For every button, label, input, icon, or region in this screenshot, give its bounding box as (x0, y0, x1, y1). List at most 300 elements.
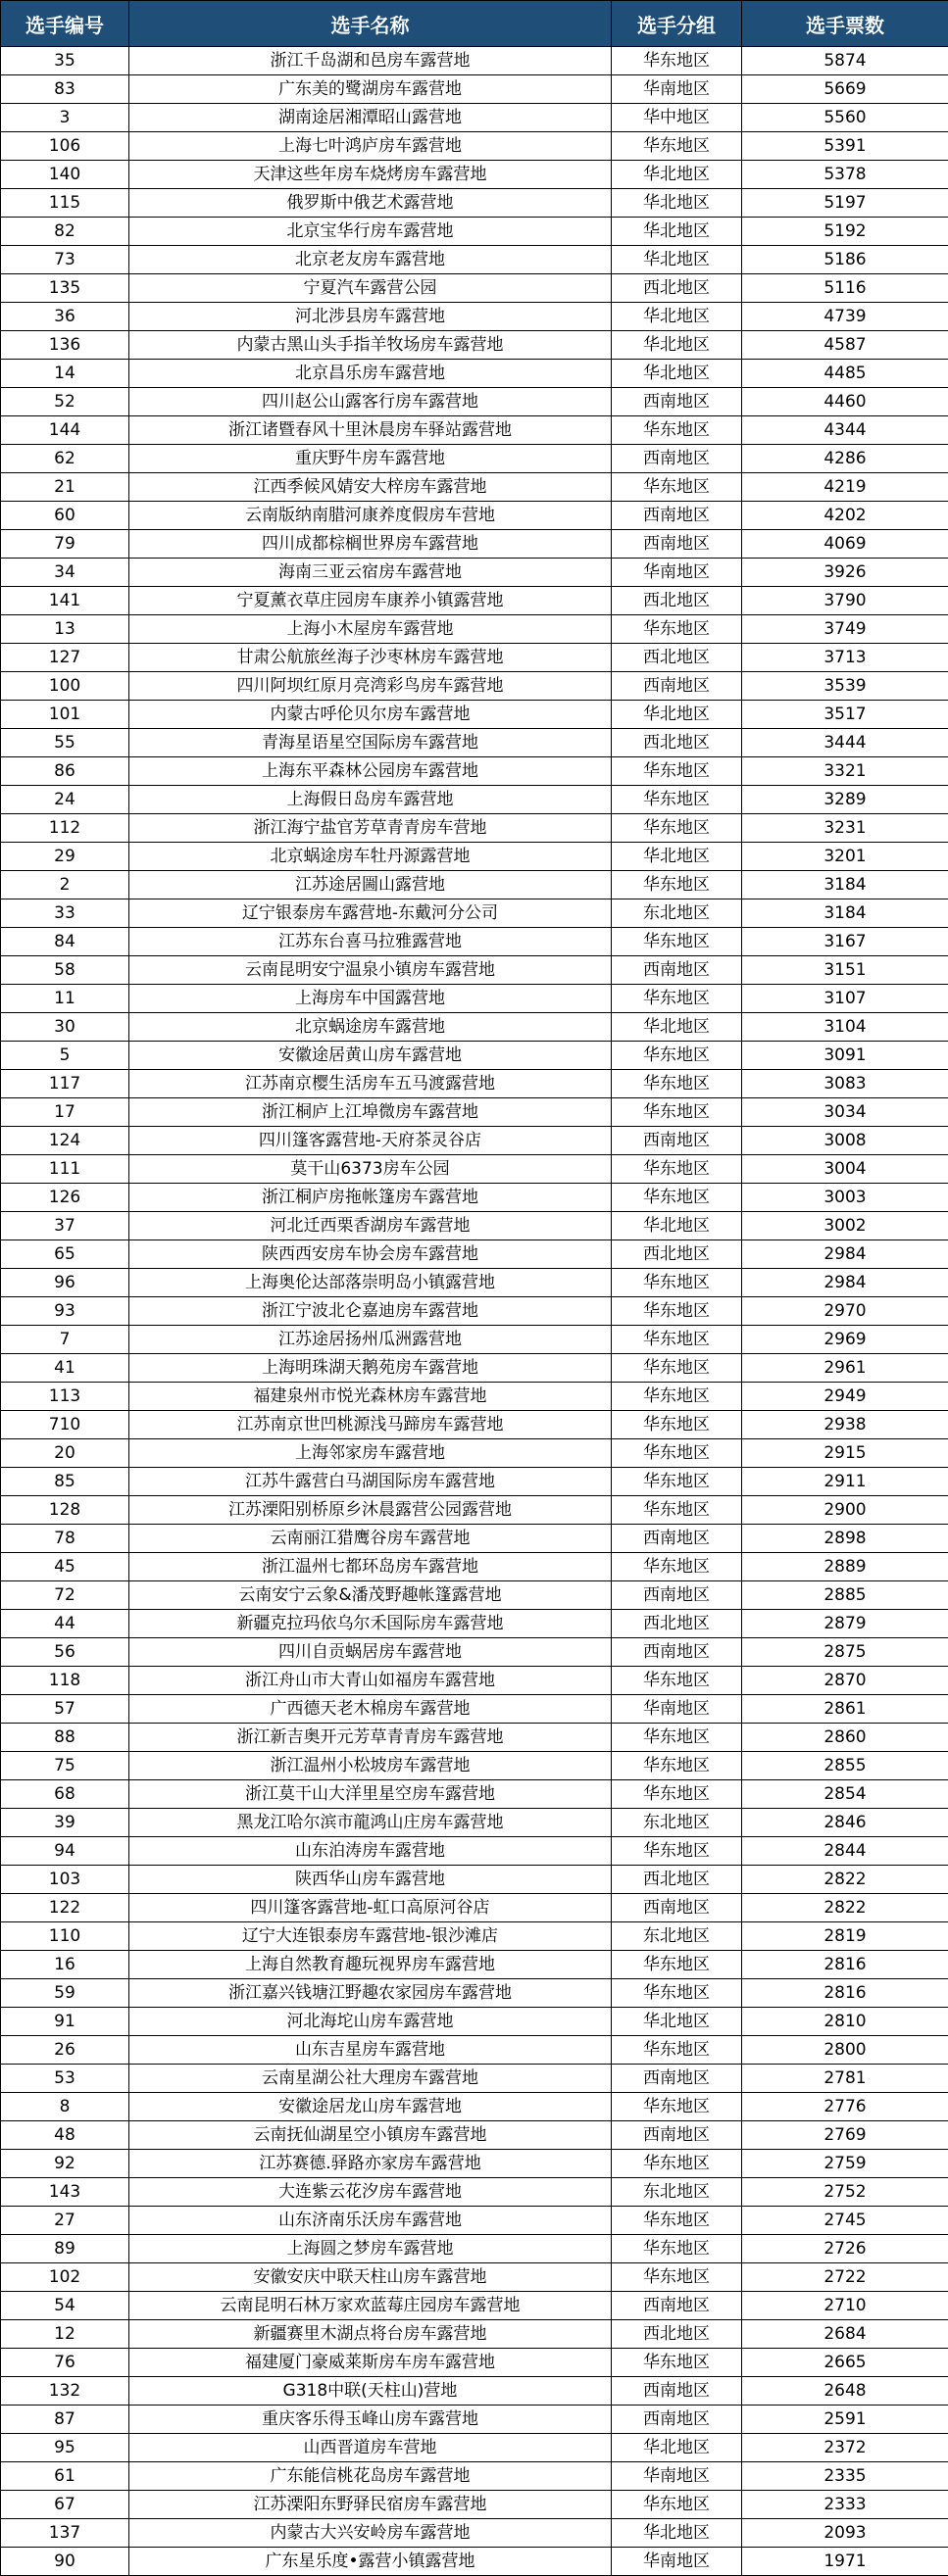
table-row (1, 2434, 948, 2462)
table-row (1, 2065, 948, 2093)
cell-votes: 2984 (742, 1240, 948, 1269)
table-row (1, 1468, 948, 1496)
cell-votes: 3104 (742, 1013, 948, 1042)
cell-votes: 5197 (742, 189, 948, 218)
table-row (1, 2036, 948, 2065)
cell-votes: 3091 (742, 1042, 948, 1070)
table-row (1, 1013, 948, 1042)
cell-id: 37 (1, 1212, 129, 1240)
cell-group: 西北地区 (612, 274, 742, 303)
table-row (1, 1439, 948, 1468)
table-row (1, 530, 948, 559)
table-row (1, 814, 948, 843)
cell-votes: 4069 (742, 530, 948, 559)
cell-name: 陕西西安房车协会房车露营地 (129, 1240, 612, 1269)
cell-id: 82 (1, 218, 129, 246)
table-row (1, 559, 948, 587)
cell-group: 华北地区 (612, 161, 742, 189)
cell-name: 云南安宁云象&潘茂野趣帐篷露营地 (129, 1581, 612, 1610)
cell-name: 甘肃公航旅丝海子沙枣林房车露营地 (129, 644, 612, 672)
cell-group: 西南地区 (612, 502, 742, 530)
cell-group: 华东地区 (612, 416, 742, 445)
cell-name: 浙江嘉兴钱塘江野趣农家园房车露营地 (129, 1979, 612, 2008)
cell-id: 13 (1, 615, 129, 644)
cell-votes: 2879 (742, 1610, 948, 1638)
cell-group: 华南地区 (612, 1695, 742, 1724)
cell-id: 44 (1, 1610, 129, 1638)
cell-id: 83 (1, 75, 129, 104)
table-row (1, 1581, 948, 1610)
cell-id: 57 (1, 1695, 129, 1724)
cell-votes: 3289 (742, 786, 948, 814)
table-row (1, 757, 948, 786)
cell-votes: 2889 (742, 1553, 948, 1581)
cell-name: 辽宁银泰房车露营地-东戴河分公司 (129, 899, 612, 928)
table-row (1, 2519, 948, 2548)
table-row (1, 218, 948, 246)
cell-name: 云南丽江猎鹰谷房车露营地 (129, 1525, 612, 1553)
cell-name: 辽宁大连银泰房车露营地-银沙滩店 (129, 1922, 612, 1951)
table-row (1, 1951, 948, 1979)
table-row (1, 1127, 948, 1155)
cell-votes: 2726 (742, 2235, 948, 2263)
table-row (1, 2292, 948, 2320)
cell-name: 江苏溧阳东野驿民宿房车露营地 (129, 2491, 612, 2519)
table-row (1, 1098, 948, 1127)
cell-id: 78 (1, 1525, 129, 1553)
cell-id: 27 (1, 2207, 129, 2235)
table-row (1, 729, 948, 757)
cell-name: 河北涉县房车露营地 (129, 303, 612, 331)
cell-votes: 2970 (742, 1297, 948, 1326)
table-row (1, 2121, 948, 2150)
cell-group: 华北地区 (612, 246, 742, 274)
cell-votes: 1971 (742, 2548, 948, 2576)
cell-votes: 2759 (742, 2150, 948, 2178)
cell-group: 西南地区 (612, 1127, 742, 1155)
cell-group: 西南地区 (612, 956, 742, 985)
cell-group: 华北地区 (612, 189, 742, 218)
table-row (1, 1240, 948, 1269)
cell-id: 41 (1, 1354, 129, 1383)
cell-group: 华东地区 (612, 2263, 742, 2292)
cell-votes: 5192 (742, 218, 948, 246)
cell-id: 110 (1, 1922, 129, 1951)
cell-id: 68 (1, 1780, 129, 1809)
table-row (1, 1553, 948, 1581)
cell-votes: 3008 (742, 1127, 948, 1155)
cell-id: 21 (1, 473, 129, 502)
table-row (1, 1070, 948, 1098)
cell-votes: 5378 (742, 161, 948, 189)
cell-group: 华东地区 (612, 47, 742, 75)
cell-id: 86 (1, 757, 129, 786)
cell-id: 87 (1, 2406, 129, 2434)
cell-votes: 3713 (742, 644, 948, 672)
cell-name: 江苏途居圌山露营地 (129, 871, 612, 899)
cell-id: 76 (1, 2349, 129, 2377)
cell-votes: 3004 (742, 1155, 948, 1184)
table-row (1, 2320, 948, 2349)
header-votes: 选手票数 (742, 1, 948, 47)
cell-name: 安徽途居龙山房车露营地 (129, 2093, 612, 2121)
cell-name: 上海假日岛房车露营地 (129, 786, 612, 814)
table-row (1, 416, 948, 445)
cell-id: 5 (1, 1042, 129, 1070)
cell-name: 广东美的鹭湖房车露营地 (129, 75, 612, 104)
cell-votes: 4587 (742, 331, 948, 360)
table-row (1, 1724, 948, 1752)
cell-votes: 4202 (742, 502, 948, 530)
cell-name: 新疆赛里木湖点将台房车露营地 (129, 2320, 612, 2349)
cell-id: 103 (1, 1866, 129, 1894)
cell-group: 东北地区 (612, 899, 742, 928)
cell-votes: 3002 (742, 1212, 948, 1240)
cell-group: 华北地区 (612, 303, 742, 331)
cell-name: 上海房车中国露营地 (129, 985, 612, 1013)
cell-name: 内蒙古呼伦贝尔房车露营地 (129, 701, 612, 729)
cell-name: 上海圆之梦房车露营地 (129, 2235, 612, 2263)
cell-votes: 2752 (742, 2178, 948, 2207)
cell-name: 黑龙江哈尔滨市龍鸿山庄房车露营地 (129, 1809, 612, 1837)
cell-id: 12 (1, 2320, 129, 2349)
cell-votes: 2984 (742, 1269, 948, 1297)
cell-name: 云南昆明石林万家欢蓝莓庄园房车露营地 (129, 2292, 612, 2320)
cell-group: 华东地区 (612, 1667, 742, 1695)
cell-id: 127 (1, 644, 129, 672)
cell-group: 华南地区 (612, 559, 742, 587)
cell-group: 华东地区 (612, 1979, 742, 2008)
cell-votes: 3167 (742, 928, 948, 956)
cell-group: 华东地区 (612, 2093, 742, 2121)
cell-id: 85 (1, 1468, 129, 1496)
table-row (1, 2491, 948, 2519)
cell-votes: 2898 (742, 1525, 948, 1553)
cell-group: 西北地区 (612, 729, 742, 757)
table-row (1, 2093, 948, 2121)
cell-votes: 2710 (742, 2292, 948, 2320)
cell-group: 华中地区 (612, 104, 742, 132)
cell-id: 132 (1, 2377, 129, 2406)
cell-group: 华北地区 (612, 843, 742, 871)
cell-votes: 2911 (742, 1468, 948, 1496)
cell-id: 34 (1, 559, 129, 587)
cell-name: 青海星语星空国际房车露营地 (129, 729, 612, 757)
cell-group: 华东地区 (612, 2207, 742, 2235)
cell-votes: 4485 (742, 360, 948, 388)
cell-votes: 2819 (742, 1922, 948, 1951)
cell-votes: 2800 (742, 2036, 948, 2065)
cell-votes: 3184 (742, 899, 948, 928)
cell-name: 浙江千岛湖和邑房车露营地 (129, 47, 612, 75)
cell-votes: 2591 (742, 2406, 948, 2434)
cell-id: 135 (1, 274, 129, 303)
cell-votes: 2648 (742, 2377, 948, 2406)
cell-votes: 3517 (742, 701, 948, 729)
table-row (1, 388, 948, 416)
cell-votes: 2949 (742, 1383, 948, 1411)
cell-id: 16 (1, 1951, 129, 1979)
cell-name: 北京蜗途房车牡丹源露营地 (129, 843, 612, 871)
cell-name: 海南三亚云宿房车露营地 (129, 559, 612, 587)
cell-group: 华东地区 (612, 1297, 742, 1326)
table-row (1, 871, 948, 899)
cell-id: 117 (1, 1070, 129, 1098)
cell-votes: 3231 (742, 814, 948, 843)
cell-id: 58 (1, 956, 129, 985)
cell-name: 北京昌乐房车露营地 (129, 360, 612, 388)
header-name: 选手名称 (129, 1, 612, 47)
table-row (1, 786, 948, 814)
cell-votes: 2333 (742, 2491, 948, 2519)
cell-group: 华东地区 (612, 1496, 742, 1525)
table-row (1, 1667, 948, 1695)
cell-name: 天津这些年房车烧烤房车露营地 (129, 161, 612, 189)
cell-votes: 3926 (742, 559, 948, 587)
cell-name: 云南抚仙湖星空小镇房车露营地 (129, 2121, 612, 2150)
cell-id: 55 (1, 729, 129, 757)
cell-name: 广西德天老木棉房车露营地 (129, 1695, 612, 1724)
cell-name: G318中联(天柱山)营地 (129, 2377, 612, 2406)
table-row (1, 1297, 948, 1326)
cell-id: 67 (1, 2491, 129, 2519)
cell-id: 95 (1, 2434, 129, 2462)
cell-group: 华东地区 (612, 1951, 742, 1979)
cell-votes: 2938 (742, 1411, 948, 1439)
table-row (1, 2377, 948, 2406)
table-row (1, 189, 948, 218)
cell-name: 湖南途居湘潭昭山露营地 (129, 104, 612, 132)
cell-group: 华南地区 (612, 2462, 742, 2491)
cell-group: 华北地区 (612, 1212, 742, 1240)
header-id: 选手编号 (1, 1, 129, 47)
cell-id: 7 (1, 1326, 129, 1354)
cell-name: 云南昆明安宁温泉小镇房车露营地 (129, 956, 612, 985)
table-row (1, 985, 948, 1013)
cell-votes: 2875 (742, 1638, 948, 1667)
cell-id: 2 (1, 871, 129, 899)
table-row (1, 1922, 948, 1951)
cell-votes: 5560 (742, 104, 948, 132)
cell-name: 俄罗斯中俄艺术露营地 (129, 189, 612, 218)
cell-id: 136 (1, 331, 129, 360)
cell-name: 浙江桐庐上江埠微房车露营地 (129, 1098, 612, 1127)
cell-name: 北京宝华行房车露营地 (129, 218, 612, 246)
cell-name: 江苏南京樱生活房车五马渡露营地 (129, 1070, 612, 1098)
cell-group: 西南地区 (612, 388, 742, 416)
cell-group: 华北地区 (612, 701, 742, 729)
cell-name: 浙江莫干山大洋里星空房车露营地 (129, 1780, 612, 1809)
table-row (1, 274, 948, 303)
cell-group: 西北地区 (612, 1240, 742, 1269)
cell-name: 江西季候风婧安大梓房车露营地 (129, 473, 612, 502)
table-row (1, 2462, 948, 2491)
cell-name: 上海小木屋房车露营地 (129, 615, 612, 644)
cell-votes: 5874 (742, 47, 948, 75)
cell-id: 143 (1, 2178, 129, 2207)
cell-votes: 2745 (742, 2207, 948, 2235)
cell-votes: 2769 (742, 2121, 948, 2150)
cell-votes: 3790 (742, 587, 948, 615)
cell-group: 华北地区 (612, 1013, 742, 1042)
table-row (1, 2008, 948, 2036)
cell-group: 西南地区 (612, 445, 742, 473)
table-row (1, 445, 948, 473)
table-row (1, 701, 948, 729)
cell-group: 西北地区 (612, 1866, 742, 1894)
cell-group: 华东地区 (612, 1468, 742, 1496)
cell-name: 广东星乐度•露营小镇露营地 (129, 2548, 612, 2576)
cell-name: 上海奥伦达部落崇明岛小镇露营地 (129, 1269, 612, 1297)
cell-name: 安徽安庆中联天柱山房车露营地 (129, 2263, 612, 2292)
table-row (1, 303, 948, 331)
table-row (1, 331, 948, 360)
cell-name: 云南星湖公社大理房车露营地 (129, 2065, 612, 2093)
cell-id: 72 (1, 1581, 129, 1610)
cell-group: 华东地区 (612, 814, 742, 843)
cell-group: 华北地区 (612, 2008, 742, 2036)
cell-group: 华东地区 (612, 1724, 742, 1752)
cell-id: 60 (1, 502, 129, 530)
cell-id: 26 (1, 2036, 129, 2065)
table-body (1, 47, 948, 2576)
cell-votes: 2855 (742, 1752, 948, 1780)
cell-group: 华东地区 (612, 786, 742, 814)
cell-group: 华东地区 (612, 1098, 742, 1127)
cell-id: 14 (1, 360, 129, 388)
cell-name: 云南版纳南腊河康养度假房车营地 (129, 502, 612, 530)
table-row (1, 1496, 948, 1525)
cell-votes: 2854 (742, 1780, 948, 1809)
cell-id: 24 (1, 786, 129, 814)
cell-id: 89 (1, 2235, 129, 2263)
cell-votes: 3083 (742, 1070, 948, 1098)
cell-id: 33 (1, 899, 129, 928)
cell-name: 四川篷客露营地-虹口高原河谷店 (129, 1894, 612, 1922)
cell-id: 118 (1, 1667, 129, 1695)
cell-name: 浙江海宁盐官芳草青青房车营地 (129, 814, 612, 843)
cell-id: 100 (1, 672, 129, 701)
cell-votes: 2665 (742, 2349, 948, 2377)
table-row (1, 2406, 948, 2434)
cell-group: 西南地区 (612, 2377, 742, 2406)
cell-group: 华东地区 (612, 615, 742, 644)
table-row (1, 2235, 948, 2263)
table-row (1, 1184, 948, 1212)
cell-id: 11 (1, 985, 129, 1013)
cell-votes: 2870 (742, 1667, 948, 1695)
cell-id: 8 (1, 2093, 129, 2121)
cell-votes: 2776 (742, 2093, 948, 2121)
cell-votes: 2961 (742, 1354, 948, 1383)
cell-name: 上海明珠湖天鹅苑房车露营地 (129, 1354, 612, 1383)
cell-votes: 2335 (742, 2462, 948, 2491)
table-row (1, 1809, 948, 1837)
cell-votes: 2969 (742, 1326, 948, 1354)
cell-votes: 4344 (742, 416, 948, 445)
cell-name: 浙江新吉奥开元芳草青青房车露营地 (129, 1724, 612, 1752)
table-row (1, 473, 948, 502)
cell-name: 江苏东台喜马拉雅露营地 (129, 928, 612, 956)
table-row (1, 132, 948, 161)
cell-id: 56 (1, 1638, 129, 1667)
cell-group: 华东地区 (612, 2036, 742, 2065)
cell-votes: 2844 (742, 1837, 948, 1866)
cell-name: 北京老友房车露营地 (129, 246, 612, 274)
cell-group: 华东地区 (612, 2150, 742, 2178)
cell-id: 53 (1, 2065, 129, 2093)
cell-id: 128 (1, 1496, 129, 1525)
cell-votes: 4286 (742, 445, 948, 473)
cell-id: 48 (1, 2121, 129, 2150)
cell-id: 141 (1, 587, 129, 615)
cell-group: 华东地区 (612, 473, 742, 502)
cell-group: 华东地区 (612, 1070, 742, 1098)
cell-votes: 3321 (742, 757, 948, 786)
cell-votes: 5186 (742, 246, 948, 274)
cell-id: 36 (1, 303, 129, 331)
cell-group: 华东地区 (612, 1269, 742, 1297)
cell-id: 84 (1, 928, 129, 956)
cell-name: 浙江温州七都环岛房车露营地 (129, 1553, 612, 1581)
cell-name: 江苏赛德.驿路亦家房车露营地 (129, 2150, 612, 2178)
cell-group: 华东地区 (612, 2349, 742, 2377)
cell-name: 福建泉州市悦光森林房车露营地 (129, 1383, 612, 1411)
cell-group: 华北地区 (612, 218, 742, 246)
cell-name: 四川自贡蜗居房车露营地 (129, 1638, 612, 1667)
cell-id: 45 (1, 1553, 129, 1581)
cell-votes: 2722 (742, 2263, 948, 2292)
cell-id: 710 (1, 1411, 129, 1439)
table-row (1, 2548, 948, 2576)
cell-group: 华东地区 (612, 1354, 742, 1383)
cell-group: 西北地区 (612, 2320, 742, 2349)
table-row (1, 956, 948, 985)
table-row (1, 615, 948, 644)
cell-votes: 2846 (742, 1809, 948, 1837)
cell-id: 3 (1, 104, 129, 132)
table-row (1, 1894, 948, 1922)
cell-group: 东北地区 (612, 1809, 742, 1837)
table-row (1, 47, 948, 75)
cell-name: 安徽途居黄山房车露营地 (129, 1042, 612, 1070)
cell-group: 华东地区 (612, 928, 742, 956)
cell-name: 江苏牛露营白马湖国际房车露营地 (129, 1468, 612, 1496)
cell-votes: 3749 (742, 615, 948, 644)
cell-group: 华东地区 (612, 1553, 742, 1581)
cell-id: 112 (1, 814, 129, 843)
cell-group: 西北地区 (612, 644, 742, 672)
cell-votes: 2822 (742, 1866, 948, 1894)
cell-id: 92 (1, 2150, 129, 2178)
cell-name: 大连紫云花汐房车露营地 (129, 2178, 612, 2207)
table-row (1, 1695, 948, 1724)
cell-name: 山东济南乐沃房车露营地 (129, 2207, 612, 2235)
cell-name: 重庆客乐得玉峰山房车露营地 (129, 2406, 612, 2434)
cell-votes: 2816 (742, 1979, 948, 2008)
cell-votes: 3034 (742, 1098, 948, 1127)
table-row (1, 1326, 948, 1354)
cell-votes: 2684 (742, 2320, 948, 2349)
cell-name: 四川成都棕榈世界房车露营地 (129, 530, 612, 559)
cell-votes: 3201 (742, 843, 948, 871)
cell-name: 重庆野牛房车露营地 (129, 445, 612, 473)
cell-id: 65 (1, 1240, 129, 1269)
table-row (1, 672, 948, 701)
cell-name: 陕西华山房车露营地 (129, 1866, 612, 1894)
cell-name: 浙江宁波北仑嘉迪房车露营地 (129, 1297, 612, 1326)
table-row (1, 1383, 948, 1411)
